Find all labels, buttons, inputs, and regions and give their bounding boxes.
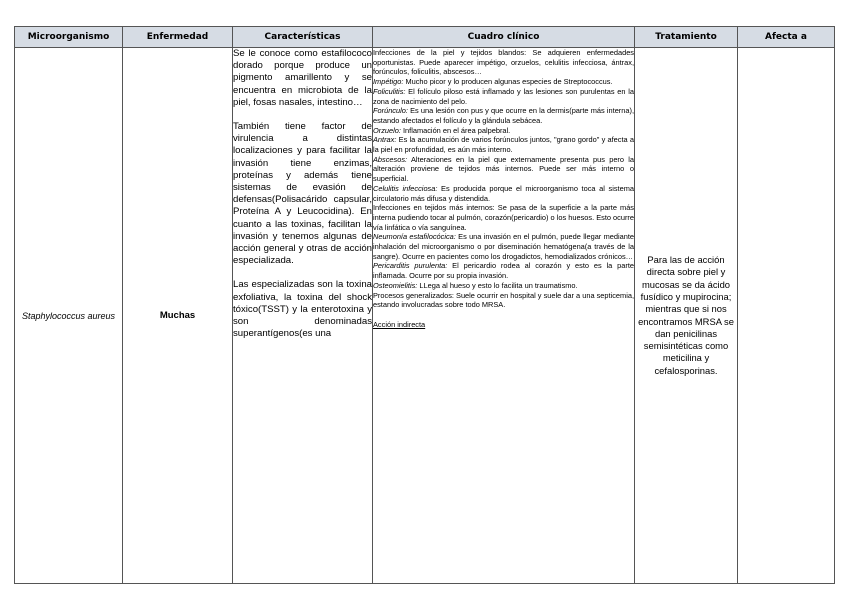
clinical-entry: Antrax: Es la acumulación de varios forúnculos juntos, "grano gordo" y afecta a la piel en profundidad, es aún más interno. <box>373 135 634 155</box>
cell-enfermedad: Muchas <box>123 48 233 584</box>
clinical-entry: Celulitis infecciosa: Es producida porque el microorganismo toca al sistema circulatorio más difusa y distendida. <box>373 183 634 203</box>
clinical-entry: Foliculitis: El folículo piloso está inflamado y las lesiones son purulentas en la zona de nacimiento del pelo. <box>373 86 634 106</box>
clinical-entry: Infecciones en tejidos más internos: Se pasa de la superficie a la parte más interna pudiendo tocar al pulmón, corazón(pericardio) o los huesos. Esto ocurre vía linfática o vía sanguínea. <box>373 203 634 232</box>
clinical-entry: Osteomielitis: LLega al hueso y esto lo facilita un traumatismo. <box>373 280 578 290</box>
microorganism-table <box>14 26 835 584</box>
document-page <box>14 26 834 584</box>
header-enfermedad: Enfermedad <box>123 27 233 48</box>
clinical-entry: Forúnculo: Es una lesión con pus y que ocurre en la dermis(parte más interna), estando afectados el folículo y la glándula sebácea. <box>373 106 634 125</box>
header-row <box>15 27 835 48</box>
clinical-entry: Impétigo: Mucho picor y lo producen algunas especies de Streptococcus. <box>373 77 613 87</box>
clinical-entry: Orzuelo: Inflamación en el área palpebral. <box>373 125 511 135</box>
cell-caracteristicas <box>233 48 373 584</box>
cell-tratamiento: Para las de acción directa sobre piel y mucosas se da ácido fusídico y mupirocina; mientras que si nos encontramos MRSA se dan penicilinas semisintéticas como meticilina y cefalosporinas. <box>635 48 738 584</box>
clinical-entry: Infecciones de la piel y tejidos blandos: Se adquieren enfermedades oportunistas. Puede aparecer impétigo, orzuelos, celulitis infecciosa, ántrax, forúnculos, foliculitis, abscesos… <box>373 48 634 77</box>
clinical-entry: Procesos generalizados: Suele ocurrir en hospital y suele dar a una septicemia, estando involucradas sobre todo MRSA. <box>373 290 634 310</box>
header-caracteristicas: Características <box>233 27 373 48</box>
clinical-entry: Neumonía estafilocócica: Es una invasión en el pulmón, puede llegar mediante inhalación del microorganismo o por diseminación hematógena(a través de la sangre). Ocurre en pacientes como los drogadictos, hemodializados crónicos… <box>373 232 634 261</box>
header-tratamiento: Tratamiento <box>635 27 738 48</box>
cell-afecta-a <box>738 48 835 584</box>
caracteristicas-paragraph: También tiene factor de virulencia a distintas localizaciones y para facilitar la invasión tiene enzimas, proteínas y además tiene sistemas de evasión de defensas(Polisacárido capsular, Proteína A y Leucocidina). En cuanto a las toxinas, facilitan la invasión y tenemos algunas de acción general y otras de acción especializada. <box>233 121 372 267</box>
accion-indirecta-heading: Acción indirecta <box>373 319 426 329</box>
cell-microorganismo: Staphylococcus aureus <box>15 48 123 584</box>
clinical-entry: Pericarditis purulenta: El pericardio rodea al corazón y esto es la parte inflamada. Ocurre por su propia invasión. <box>373 261 634 281</box>
header-cuadro-clinico: Cuadro clínico <box>373 27 635 48</box>
header-microorganismo: Microorganismo <box>15 27 123 48</box>
caracteristicas-paragraph: Se le conoce como estafilococo dorado porque produce un pigmento amarillento y se encuentra en microbiota de la piel, fosas nasales, intestino… <box>233 48 372 108</box>
header-afecta-a: Afecta a <box>738 27 835 48</box>
cell-cuadro-clinico <box>373 48 635 584</box>
clinical-entry: Abscesos: Alteraciones en la piel que externamente presenta pus pero la alteración proviene de tejidos más internos. Puede ser más interno o superficial. <box>373 154 634 184</box>
caracteristicas-paragraph: Las especializadas son la toxina exfoliativa, la toxina del shock tóxico(TSST) y la enterotoxina y son denominadas superantígenos(es una <box>233 279 372 340</box>
table-row <box>15 48 835 584</box>
